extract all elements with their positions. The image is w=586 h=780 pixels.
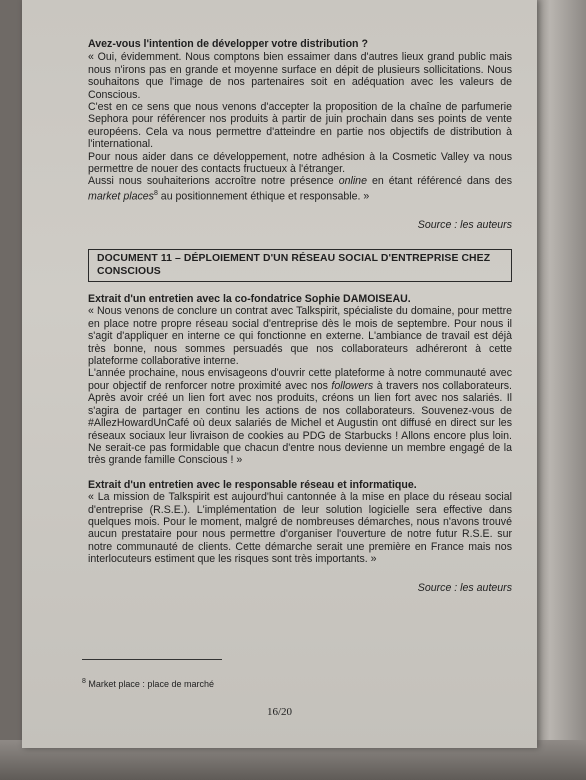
- interview-1-paragraph-2: [88, 367, 512, 466]
- answer-italic-online: online: [338, 175, 367, 188]
- source-line-2: Source : les auteurs: [417, 581, 512, 594]
- answer-italic-market-places: market places: [88, 190, 154, 203]
- answer-paragraph-3: Pour nous aider dans ce développement, notre adhésion à la Cosmetic Valley va nous permettre de nouer des contacts fructueux à l'étranger.: [88, 150, 512, 176]
- answer-paragraph-4: [88, 175, 512, 202]
- page-content: [88, 38, 512, 594]
- interview-text: L'année prochaine, nous envisageons d'ouvrir cette plateforme à notre communauté avec pour objectif de renforcer notre proximité avec nos: [88, 367, 512, 392]
- interview-text: à travers nos collaborateurs. Après avoir créé un lien fort avec nos produits, créons un lien fort avec nos salariés. Il s'agira de partager en continu les actions de nos collaborateurs. Souvenez-vous de #AllezHowardUnCafé où deux salariés de Michel et Augustin ont diffusé en direct sur les réseaux sociaux leur livraison de cookies au PDG de Starbucks ! Allons encore plus loin. Ne serait-ce pas formidable que chacun d'entre nous devienne un membre engagé de la très grande famille Conscious ! »: [88, 379, 512, 467]
- answer-text: Aussi nous souhaiterions accroître notre présence: [88, 175, 339, 188]
- footnote: [82, 678, 214, 689]
- footnote-text: Market place : place de marché: [85, 679, 214, 689]
- footnote-number: 8: [82, 678, 86, 685]
- answer-paragraph-2: C'est en ce sens que nous venons d'accepter la proposition de la chaîne de parfumerie Sephora pour référencer nos produits à partir de juin prochain dans ses points de vente européens. Cela va nous permettre d'atteindre en partie nos objectifs de distribution à l'international.: [88, 101, 512, 151]
- document-page: [22, 0, 537, 748]
- answer-paragraph-1: « Oui, évidemment. Nous comptons bien essaimer dans d'autres lieux grand public mais nous n'irons pas en grande et moyenne surface en dépit de plusieurs sollicitations. Nous souhaitons que l'image de nos partenaires soit en adéquation avec les valeurs de Conscious.: [88, 51, 512, 101]
- interview-1-title: Extrait d'un entretien avec la co-fondatrice Sophie DAMOISEAU.: [88, 293, 411, 306]
- question-heading: Avez-vous l'intention de développer votre distribution ?: [88, 38, 368, 50]
- document-11-header: DOCUMENT 11 – DÉPLOIEMENT D'UN RÉSEAU SOCIAL D'ENTREPRISE CHEZ CONSCIOUS: [88, 249, 512, 282]
- answer-text: en étant référencé dans des: [366, 175, 512, 188]
- answer-text: au positionnement éthique et responsable. »: [157, 190, 370, 203]
- interview-2-paragraph: « La mission de Talkspirit est aujourd'hui cantonnée à la mise en place du réseau social d'entreprise (R.S.E.). L'implémentation de leur solution logicielle sera effective dans quelques mois. Pour le moment, malgré de nombreuses démarches, nous n'avons trouvé aucun prestataire pour nous permettre d'organiser l'ouverture de notre futur R.S.E. sur notre communauté de clients. Cette démarche serait une première en France mais nos interlocuteurs estiment que les risques sont très importants. »: [88, 491, 512, 566]
- interview-1-paragraph-1: « Nous venons de conclure un contrat avec Talkspirit, spécialiste du domaine, pour mettre en place notre propre réseau social d'entreprise dès le mois de septembre. Pour nous il s'agit d'appliquer en interne ce qui fonctionne en externe. L'ambiance de travail est déjà très bonne, nous sommes persuadés que nos collaborateurs adhéreront à cette plateforme collaborative interne.: [88, 305, 512, 368]
- source-line-1: Source : les auteurs: [417, 218, 512, 231]
- footnote-divider: [82, 659, 222, 660]
- interview-italic-followers: followers: [331, 379, 374, 392]
- interview-2-title: Extrait d'un entretien avec le responsable réseau et informatique.: [88, 478, 417, 491]
- footnote-marker: 8: [153, 189, 158, 197]
- page-number: 16/20: [266, 706, 293, 718]
